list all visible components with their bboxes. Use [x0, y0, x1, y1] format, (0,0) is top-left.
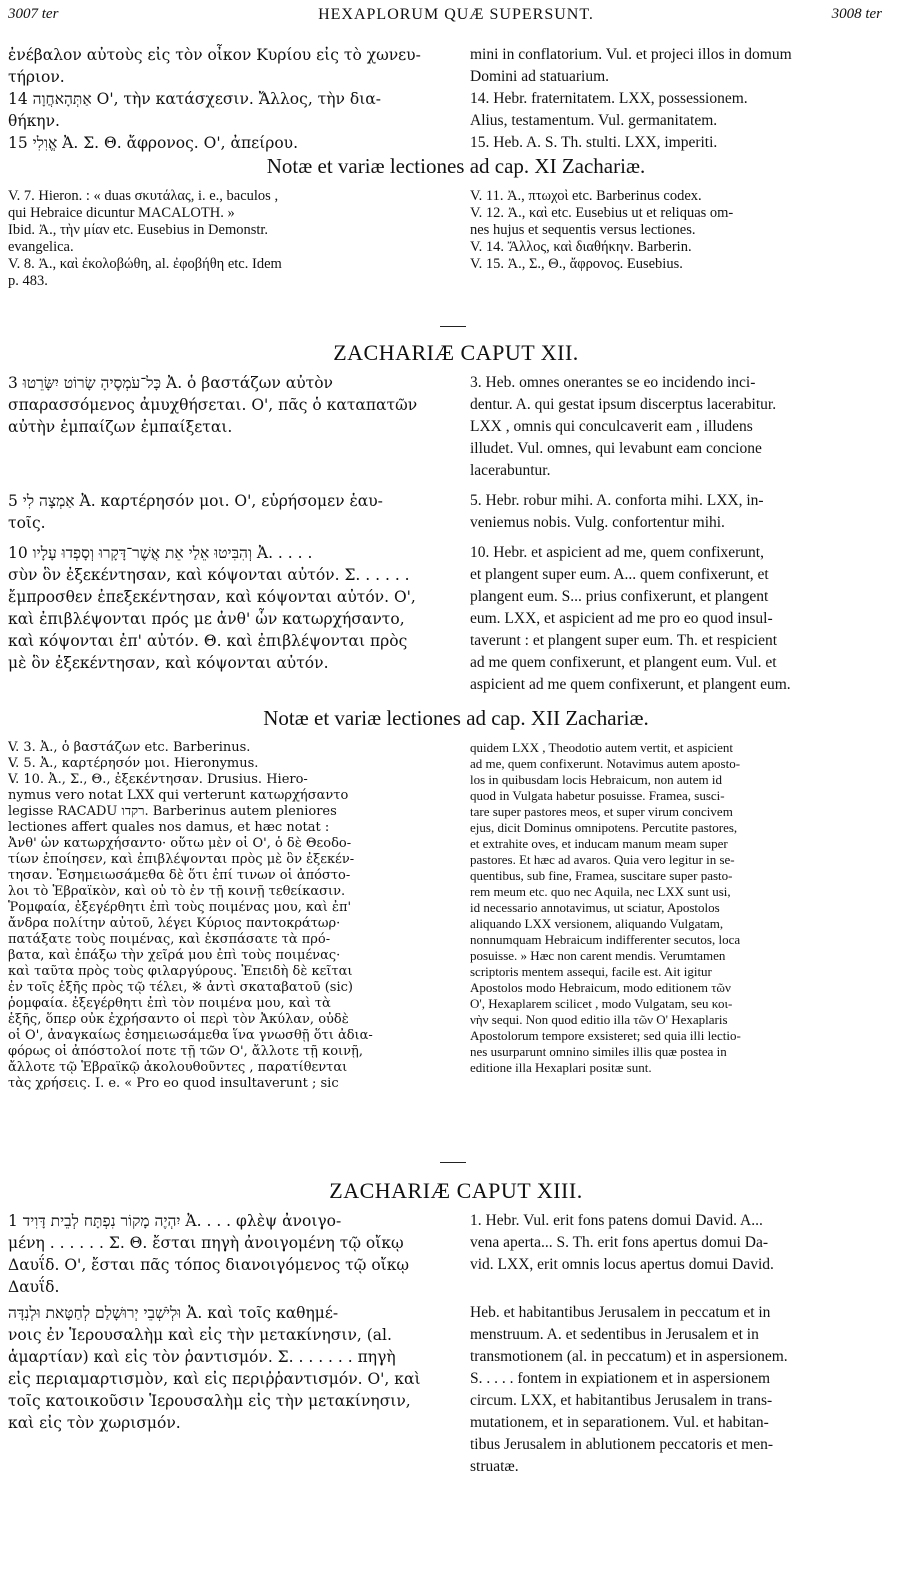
text-line: ἑξῆς, ὅπερ οὐκ ἐχρήσαντο οἱ περὶ τὸν Ἀκύλαν, οὐδὲ: [8, 1012, 349, 1027]
text-line: τίων ἐποίησεν, καὶ ἐπιβλέψονται πρὸς μὲ ὃν ἐξεκέν-: [8, 852, 355, 867]
text-line: pastores. Et hæc ad avaros. Quia vero legitur in se-: [470, 852, 735, 867]
text-line: πατάξατε τοὺς ποιμένας, καὶ ἐκσπάσατε τὰ πρό-: [8, 932, 331, 947]
text-line: βατα, καὶ ἐπάξω τὴν χεῖρά μου ἐπὶ τοὺς ποιμένας·: [8, 948, 341, 963]
text-line: λοι τὸ Ἑβραϊκὸν, καὶ οὐ τὸ ἐν τῇ κοινῇ τεθείκασιν.: [8, 884, 346, 899]
text-line: 5. Hebr. robur mihi. A. conforta mihi. LXX, in-: [470, 492, 764, 509]
text-line: αὐτὴν ἐμπαίζων ἐμπαίξεται.: [8, 418, 233, 436]
text-line: ad me, quem confixerunt. Notavimus autem aposto-: [470, 756, 741, 771]
text-line: scriptoris mentem assequi, facile est. Ait igitur: [470, 964, 712, 979]
cap-xiii-vb-right: [470, 1302, 890, 1478]
cap-xii-v5-left: [8, 490, 452, 534]
text-line: τήριον.: [8, 68, 65, 86]
text-line: ῥομφαία. ἐξεγέρθητι ἐπὶ τὸν ποιμένα μου, καὶ τὰ: [8, 996, 331, 1011]
cap-xii-v10-left: [8, 542, 452, 674]
text-line: ejus, dicit Dominus omnipotens. Percutite pastores,: [470, 820, 738, 835]
text-line: nes usurparunt omnino similes illis quæ postea in: [470, 1044, 727, 1059]
text-line: lacerabuntur.: [470, 462, 551, 479]
text-line: μὲ ὃν ἐξεκέντησαν, καὶ κόψονται αὐτόν.: [8, 654, 329, 672]
text-line: אֱוִלִי 15 Ἀ. Σ. Θ. ἄφρονος. Ο', ἀπείρου.: [8, 134, 299, 152]
text-line: σπαρασσόμενος ἀμυχθήσεται. Ο', πᾶς ὁ καταπατῶν: [8, 396, 418, 414]
text-line: Apostolos modo Hebraicum, modo editionem τῶν: [470, 980, 731, 995]
cap-xii-v3-right: [470, 372, 890, 482]
running-title: HEXAPLORUM QUÆ SUPERSUNT.: [318, 6, 594, 23]
text-line: V. 8. Ἀ., καὶ ἐκολοβώθη, al. ἐφοβήθη etc. Idem: [8, 256, 282, 272]
text-line: ἔμπροσθεν ἐπεξεκέντησαν, καὶ κόψονται αὐτόν. Ο',: [8, 588, 416, 606]
running-header: [0, 6, 912, 36]
text-line: p. 483.: [8, 273, 48, 289]
text-line: אַתְּהָאחֲוָה 14 Ο', τὴν κατάσχεσιν. Ἄλλος, τὴν δια-: [8, 90, 381, 108]
text-line: vena aperta... S. Th. erit fons apertus domui Da-: [470, 1234, 769, 1251]
text-line: Domini ad statuarium.: [470, 68, 610, 85]
text-line: eum. LXX, et aspicient ad me pro eo quod insul-: [470, 610, 773, 627]
notes-xi-left: [8, 188, 452, 290]
text-line: tare super pastores meos, et super virum concivem: [470, 804, 733, 819]
text-line: 10. Hebr. et aspicient ad me, quem confixerunt,: [470, 544, 764, 561]
text-line: τὰς χρήσεις. I. e. « Pro eo quod insultaverunt ; sic: [8, 1076, 339, 1091]
text-line: καὶ κόψονται ἐπ' αὐτόν. Θ. καὶ ἐπιβλέψονται πρὸς: [8, 632, 408, 650]
text-line: dentur. A. qui gestat ipsum discerptus lacerabitur.: [470, 396, 777, 413]
text-line: יִהְיֶה מָקוֹר נִפְתָּח לְבֵית דָּוִיד 1 Ἀ. . . . φλὲψ ἀνοιγο-: [8, 1212, 342, 1230]
text-line: vid. LXX, erit omnis locus apertus domui David.: [470, 1256, 774, 1273]
text-line: μένη . . . . . . Σ. Θ. ἔσται πηγὴ ἀνοιγομένη τῷ οἴκῳ: [8, 1234, 404, 1252]
cap-xii-v3-left: [8, 372, 452, 438]
text-line: אַמְצָה לִי 5 Ἀ. καρτέρησόν μοι. Ο', εὑρήσομεν ἑαυ-: [8, 492, 383, 510]
text-line: σὺν ὃν ἐξεκέντησαν, καὶ κόψονται αὐτόν. Σ. . . . . .: [8, 566, 410, 584]
text-line: וּלְיֹשְׁבֵי יְרוּשָׁלַם לְחַטָּאת וּלְנִדָּה Ἀ. καὶ τοῖς καθημέ-: [8, 1304, 339, 1322]
text-line: LXX , omnis qui conculcaverit eam , illudens: [470, 418, 753, 435]
text-line: legisse RACADU רקדו. Barberinus autem pleniores: [8, 804, 337, 819]
cap-xiii-v1-right: [470, 1210, 890, 1276]
text-line: nymus vero notat LXX qui verterunt κατωρχήσαντο: [8, 788, 349, 803]
text-line: φόρως οἱ ἀπόστολοί ποτε τῇ τῶν Ο', ἄλλοτε τῇ κοινῇ,: [8, 1044, 363, 1059]
text-line: V. 11. Ἀ., πτωχοὶ etc. Barberinus codex.: [470, 188, 702, 204]
text-line: καὶ εἰς τὸν χωρισμόν.: [8, 1414, 181, 1432]
cap-xii-v10-right: [470, 542, 890, 696]
text-line: circum. LXX, et habitantibus Jerusalem in trans-: [470, 1392, 773, 1409]
cap-xiii-vb-left: [8, 1302, 452, 1434]
text-line: mini in conflatorium. Vul. et projeci illos in domum: [470, 46, 792, 63]
text-line: וְהִבִּיטוּ אֵלַי אֵת אֲשֶׁר־דָּקָרוּ וְסָפְדוּ עָלָיו 10 Ἀ. . . . .: [8, 544, 313, 562]
section-divider-2: [440, 1162, 466, 1163]
text-line: tibus Jerusalem in ablutionem peccatoris et men-: [470, 1436, 774, 1453]
text-line: aliquando LXX versionem, aliquando Vulgatam,: [470, 916, 724, 931]
text-line: evangelica.: [8, 239, 74, 255]
text-line: Δαυΐδ.: [8, 1278, 60, 1296]
text-line: quidem LXX , Theodotio autem vertit, et aspicient: [470, 740, 733, 755]
text-line: Alius, testamentum. Vul. germanitatem.: [470, 112, 718, 129]
notes-xii-left: [8, 740, 452, 1092]
text-line: mutationem, et in separationem. Vul. et habitan-: [470, 1414, 769, 1431]
text-line: struatæ.: [470, 1458, 519, 1475]
cap-xiii-v1-left: [8, 1210, 452, 1298]
text-line: et plangent super eum. A... quem confixerunt, et: [470, 566, 769, 583]
text-line: νὴν sequi. Non quod editio illa τῶν Ο' Hexaplaris: [470, 1012, 728, 1027]
text-line: 3. Heb. omnes onerantes se eo incidendo inci-: [470, 374, 756, 391]
cap-xii-v5-right: [470, 490, 890, 534]
text-line: Δαυΐδ. Ο', ἔσται πᾶς τόπος διανοιγόμενος τῷ οἴκῳ: [8, 1256, 410, 1274]
text-line: כָּל־עֹמְסֶיהָ שָׂרוֹט יִשָּׂרֵטוּ 3 Ἀ. ὁ βαστάζων αὐτὸν: [8, 374, 333, 392]
notes-xii-right: [470, 740, 890, 1076]
text-line: Ibid. Ἀ., τὴν μίαν etc. Eusebius in Demonstr.: [8, 222, 269, 238]
text-line: aspicient ad me quem confixerunt, et plangent eum.: [470, 676, 791, 693]
text-line: τοῖς.: [8, 514, 46, 532]
text-line: Ἀνθ' ὧν κατωρχήσαντο· οὕτω μὲν οἱ Ο', ὁ δὲ Θεοδο-: [8, 836, 352, 851]
text-line: V. 3. Ἀ., ὁ βαστάζων etc. Barberinus.: [8, 740, 251, 755]
top-left-column: [8, 44, 452, 154]
text-line: ad me quem confixerunt, et plangent eum. Vul. et: [470, 654, 777, 671]
text-line: ἄνδρα πολίτην αὐτοῦ, λέγει Κύριος παντοκράτωρ·: [8, 916, 341, 931]
text-line: nes hujus et sequentis versus lectiones.: [470, 222, 696, 238]
text-line: V. 7. Hieron. : « duas σκυτάλας, i. e., baculos ,: [8, 188, 279, 204]
cap-xiii-heading: ZACHARIÆ CAPUT XIII.: [329, 1178, 583, 1203]
text-line: καὶ ταῦτα πρὸς τοὺς φιλαργύρους. Ἐπειδὴ δὲ κεῖται: [8, 964, 353, 979]
text-line: Apostolorum tempore exsisteret; sed quia illi lectio-: [470, 1028, 741, 1043]
text-line: nonnumquam Hebraicum indifferenter secutos, loca: [470, 932, 741, 947]
text-line: 14. Hebr. fraternitatem. LXX, possessionem.: [470, 90, 748, 107]
text-line: Heb. et habitantibus Jerusalem in peccatum et in: [470, 1304, 771, 1321]
text-line: ἄλλοτε τῷ Ἑβραϊκῷ ἀκολουθοῦντες , παρατίθενται: [8, 1060, 348, 1075]
text-line: et extrahite oves, et inducam manum meam super: [470, 836, 728, 851]
text-line: lectiones affert quales nos damus, et hæc notat :: [8, 820, 330, 835]
text-line: V. 5. Ἀ., καρτέρησόν μοι. Hieronymus.: [8, 756, 259, 771]
text-line: ἁμαρτίαν) καὶ εἰς τὸν ῥαντισμόν. Σ. . . . . . . πηγὴ: [8, 1348, 396, 1366]
text-line: εἰς περιαμαρτισμὸν, καὶ εἰς περιῤῥαντισμόν. Ο', καὶ: [8, 1370, 421, 1388]
notes-xi-right: [470, 188, 890, 273]
text-line: id necessario annotavimus, ut sciatur, Apostolos: [470, 900, 720, 915]
text-line: taverunt : et plangent super eum. Th. et respicient: [470, 632, 778, 649]
text-line: menstruum. A. et sedentibus in Jerusalem et in: [470, 1326, 759, 1343]
text-line: θήκην.: [8, 112, 60, 130]
top-right-column: [470, 44, 890, 154]
text-line: τησαν. Ἐσημειωσάμεθα δὲ ὅτι ἐπί τινων οἱ ἀπόστο-: [8, 868, 351, 883]
section-divider: [440, 326, 466, 327]
text-line: veniemus nobis. Vulg. confortentur mihi.: [470, 514, 725, 531]
text-line: los in quibusdam locis Hebraicum, non autem id: [470, 772, 723, 787]
text-line: S. . . . . fontem in expiationem et in aspersionem: [470, 1370, 771, 1387]
text-line: νοις ἐν Ἱερουσαλὴμ καὶ εἰς τὴν μετακίνησιν, (al.: [8, 1326, 392, 1344]
text-line: καὶ ἐπιβλέψονται πρός με ἀνθ' ὧν κατωρχήσαντο,: [8, 610, 405, 628]
text-line: V. 10. Ἀ., Σ., Θ., ἐξεκέντησαν. Drusius. Hiero-: [8, 772, 308, 787]
notes-xi-heading: Notæ et variæ lectiones ad cap. XI Zachariæ.: [266, 154, 646, 178]
page-number-left: 3007 ter: [8, 6, 59, 22]
text-line: illudet. Vul. omnes, qui levabunt eam concione: [470, 440, 762, 457]
text-line: οἱ Ο', ἀναγκαίως ἐσημειωσάμεθα ἵνα γνωσθῇ ὅτι ἀδια-: [8, 1028, 373, 1043]
text-line: τοῖς κατοικοῦσιν Ἱερουσαλὴμ εἰς τὴν μετακίνησιν,: [8, 1392, 411, 1410]
cap-xii-heading: ZACHARIÆ CAPUT XII.: [333, 340, 579, 365]
text-line: quod in Vulgata habetur posuisse. Framea, susci-: [470, 788, 725, 803]
text-line: Ο', Hexaplarem scilicet , modo Vulgatam, seu κοι-: [470, 996, 733, 1011]
page-number-right: 3008 ter: [831, 6, 882, 22]
text-line: transmotionem (al. in peccatum) et in aspersionem.: [470, 1348, 788, 1365]
text-line: ἐν τοῖς ἑξῆς πρὸς τῷ τέλει, ※ ἀντὶ σκαταβατοῦ (sic): [8, 980, 353, 995]
text-line: V. 12. Ἀ., καὶ etc. Eusebius ut et reliquas om-: [470, 205, 734, 221]
text-line: V. 14. Ἄλλος, καὶ διαθήκην. Barberin.: [470, 239, 692, 255]
text-line: V. 15. Ἀ., Σ., Θ., ἄφρονος. Eusebius.: [470, 256, 683, 272]
text-line: posuisse. » Hæc non carent mendis. Verumtamen: [470, 948, 726, 963]
text-line: ἐνέβαλον αὐτοὺς εἰς τὸν οἶκον Κυρίου εἰς τὸ χωνευ-: [8, 46, 421, 64]
text-line: plangent eum. S... prius confixerunt, et plangent: [470, 588, 769, 605]
notes-xii-heading: Notæ et variæ lectiones ad cap. XII Zachariæ.: [263, 706, 649, 730]
text-line: qui Hebraice dicuntur MACALOTH. »: [8, 205, 235, 221]
text-line: 15. Heb. A. S. Th. stulti. LXX, imperiti.: [470, 134, 718, 151]
text-line: Ῥομφαία, ἐξεγέρθητι ἐπὶ τοὺς ποιμένας μου, καὶ ἐπ': [8, 900, 352, 915]
text-line: 1. Hebr. Vul. erit fons patens domui David. A...: [470, 1212, 763, 1229]
text-line: quentibus, sub fine, Framea, suscitare super pasto-: [470, 868, 733, 883]
text-line: editione illa Hexaplari positæ sunt.: [470, 1060, 652, 1075]
text-line: rem meum etc. quo nec Aquila, nec LXX sunt usi,: [470, 884, 731, 899]
